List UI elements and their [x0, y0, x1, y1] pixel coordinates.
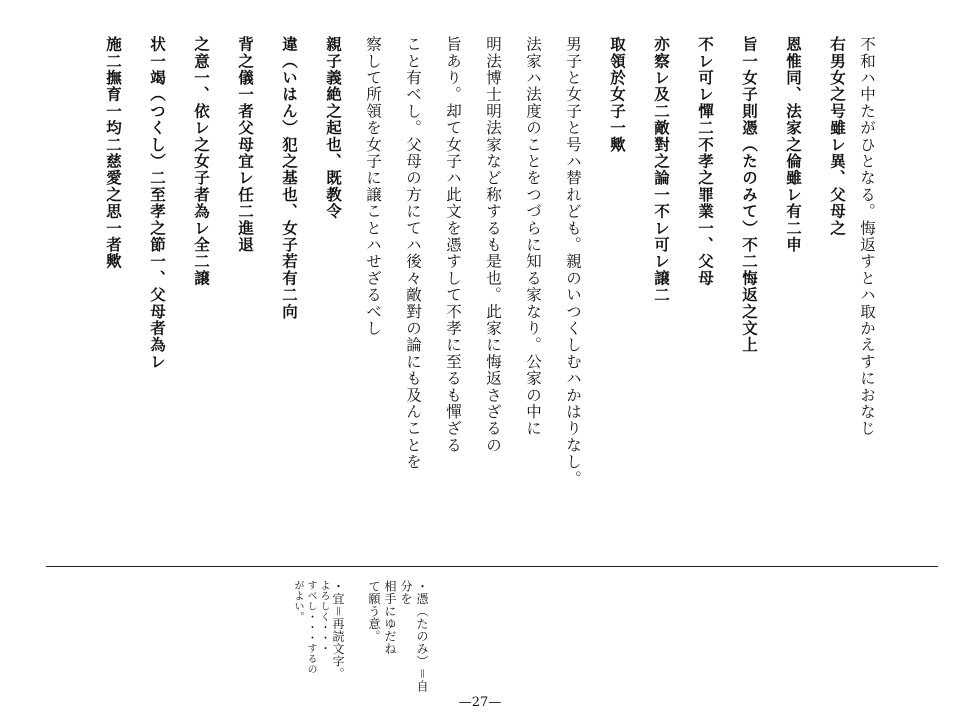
body-line: 旨あり。却て女子ハ此文を憑すして不孝に至るも憚ざる — [444, 36, 462, 454]
body-line: 違（いはん）犯之基也、女子若有二向 — [280, 36, 299, 320]
body-line: 不和ハ中たがひとなる。悔返すとハ取かえすにおなじ — [858, 36, 876, 437]
body-line: 法家ハ法度のことをつづらに知る家なり。公家の中に — [524, 36, 542, 437]
body-line: 親子義絶之起也、既教令 — [324, 36, 343, 220]
page-number: —27— — [458, 695, 502, 710]
body-line: 状一竭（つくし）二至孝之節一、父母者為レ — [148, 36, 167, 370]
note-line: すべし・・・するの — [305, 580, 316, 675]
note-line: て願う意。 — [367, 580, 381, 643]
body-line: 右男女之号雖レ異、父母之 — [828, 36, 847, 237]
body-line: 施二撫育一均二慈愛之思一者歟 — [104, 36, 123, 270]
body-line: 取領於女子一歟 — [608, 36, 627, 153]
body-line: こと有べし。父母の方にてハ後々敵對の論にも及んことを — [404, 36, 422, 471]
note-line: ・宜＝再読文字。 — [331, 580, 345, 681]
body-line: 恩惟同、法家之倫雖レ有二申 — [784, 36, 803, 254]
note-line: 相手にゆだね — [383, 580, 397, 655]
note-line: がよい。 — [292, 580, 303, 622]
body-line: 之意一、依レ之女子者為レ全二譲 — [192, 36, 211, 287]
body-line: 不レ可レ憚二不孝之罪業一、父母 — [696, 36, 715, 287]
body-line: 察して所領を女子に譲ことハせざるべし — [364, 36, 382, 337]
body-line: 背之儀一者父母宜レ任二進退 — [236, 36, 255, 254]
footnote-divider — [46, 566, 938, 567]
footnotes — [291, 580, 430, 695]
body-line: 男子と女子と号ハ替れども。親のいつくしむハかはりなし。 — [564, 36, 582, 487]
body-line: 旨一女子則憑（たのみて）不二悔返之文上 — [740, 36, 759, 354]
note-line: よろしく・・・ — [318, 580, 329, 654]
note-line: ・憑（たのみ）＝自分を — [399, 580, 429, 693]
main-text — [84, 36, 882, 556]
body-line: 明法博士明法家など称するも是也。此家に悔返さざるの — [484, 36, 502, 454]
body-line: 亦察レ及二敵對之論一不レ可レ譲二 — [652, 36, 671, 304]
